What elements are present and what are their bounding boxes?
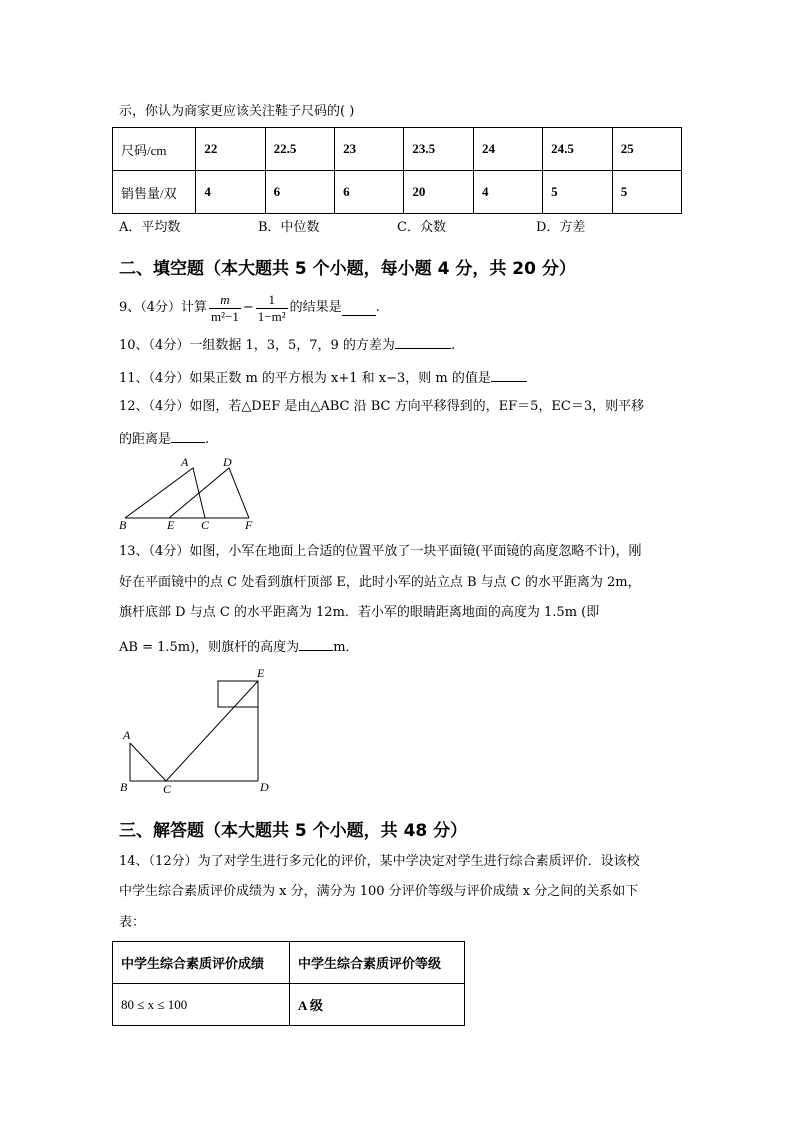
label-a: A <box>123 728 131 742</box>
fraction-1-numerator: m <box>209 292 241 309</box>
q10-text: 10、（4分）一组数据 1，3，5，7，9 的方差为 <box>119 338 395 353</box>
answer-blank <box>395 334 451 349</box>
q8-intro: 示，你认为商家更应该关注鞋子尺码的( ) <box>119 104 355 119</box>
q12-line-2-text: 的距离是 <box>119 432 172 447</box>
sales-cell: 6 <box>335 171 404 214</box>
answer-blank <box>491 367 527 382</box>
section-3-title: 三、解答题（本大题共 5 个小题，共 48 分） <box>119 821 468 841</box>
q14-line-3: 表： <box>119 915 146 930</box>
score-range-cell: 80 ≤ x ≤ 100 <box>113 984 290 1026</box>
sales-header: 销售量/双 <box>113 171 196 214</box>
sales-cell: 4 <box>473 171 542 214</box>
translation-triangles-figure <box>115 452 265 532</box>
table-row <box>113 171 682 214</box>
label-b: B <box>119 518 127 532</box>
q9-suffix: 的结果是 <box>289 300 342 315</box>
q10-end: . <box>450 338 456 353</box>
fraction-1-denominator: m²−1 <box>211 308 239 324</box>
answer-blank <box>299 636 333 651</box>
label-c: C <box>201 518 210 532</box>
q9-prefix: 9、（4分）计算 <box>119 300 208 315</box>
sales-cell: 20 <box>404 171 474 214</box>
option-c: C．众数 <box>397 220 446 235</box>
size-cell: 22 <box>196 128 265 171</box>
minus-sign: − <box>242 300 254 315</box>
q10 <box>119 334 455 355</box>
shoe-size-table <box>112 127 682 214</box>
sales-cell: 6 <box>265 171 335 214</box>
q12-line-2 <box>119 428 209 449</box>
fraction-1 <box>209 292 241 325</box>
header-grade: 中学生综合素质评价等级 <box>290 942 465 984</box>
q13-line-3: 旗杆底部 D 与点 C 的水平距离为 12m．若小军的眼睛距离地面的高度为 1.5m (即 <box>119 605 600 620</box>
label-f: F <box>245 518 253 532</box>
label-d: D <box>223 455 232 469</box>
label-c: C <box>163 782 172 796</box>
q14-line-2: 中学生综合素质评价成绩为 x 分，满分为 100 分评价等级与评价成绩 x 分之间的关系如下 <box>119 884 639 899</box>
option-d: D．方差 <box>536 220 586 235</box>
fraction-2 <box>256 292 288 325</box>
table-row <box>113 984 465 1026</box>
q13-line-4 <box>119 636 359 657</box>
q13-line-1: 13、（4分）如图，小军在地面上合适的位置平放了一块平面镜(平面镜的高度忽略不计)，刚 <box>119 544 642 559</box>
q13-line-2: 好在平面镜中的点 C 处看到旗杆顶部 E，此时小军的站立点 B 与点 C 的水平距离为 2m， <box>119 575 641 590</box>
label-e: E <box>257 666 265 680</box>
evaluation-grade-table <box>112 941 465 1026</box>
size-cell: 25 <box>612 128 681 171</box>
fraction-2-numerator: 1 <box>256 292 288 309</box>
q12-end: . <box>205 432 210 447</box>
sales-cell: 5 <box>612 171 681 214</box>
label-a: A <box>181 455 189 469</box>
label-e: E <box>167 518 175 532</box>
size-header: 尺码/cm <box>113 128 196 171</box>
sales-cell: 5 <box>543 171 613 214</box>
label-d: D <box>260 780 269 794</box>
header-score: 中学生综合素质评价成绩 <box>113 942 290 984</box>
option-b: B．中位数 <box>258 220 320 235</box>
answer-blank <box>171 428 205 443</box>
size-cell: 23 <box>335 128 404 171</box>
q11-text: 11、（4分）如果正数 m 的平方根为 x+1 和 x−3，则 m 的值是 <box>119 371 491 386</box>
sales-cell: 4 <box>196 171 265 214</box>
grade-cell: A 级 <box>290 984 465 1026</box>
q13-line-4b: m． <box>333 640 359 655</box>
label-b: B <box>120 780 128 794</box>
q12-line-1: 12、（4分）如图，若△DEF 是由△ABC 沿 BC 方向平移得到的，EF＝5，EC＝3，则平移 <box>119 399 645 414</box>
q14-line-1: 14、（12分）为了对学生进行多元化的评价，某中学决定对学生进行综合素质评价．设该校 <box>119 854 640 869</box>
size-cell: 23.5 <box>404 128 474 171</box>
q13-line-4a: AB = 1.5m)，则旗杆的高度为 <box>119 640 300 655</box>
q9-end: . <box>375 300 380 315</box>
answer-blank <box>342 301 376 316</box>
section-2-title: 二、填空题（本大题共 5 个小题，每小题 4 分，共 20 分） <box>119 259 576 279</box>
fraction-2-denominator: 1−m² <box>257 308 286 324</box>
size-cell: 24 <box>473 128 542 171</box>
option-a: A．平均数 <box>119 220 181 235</box>
q11 <box>119 367 527 388</box>
table-row <box>113 942 465 984</box>
size-cell: 22.5 <box>265 128 335 171</box>
table-row <box>113 128 682 171</box>
size-cell: 24.5 <box>543 128 613 171</box>
flagpole-mirror-figure <box>115 665 275 800</box>
q9 <box>119 288 380 328</box>
